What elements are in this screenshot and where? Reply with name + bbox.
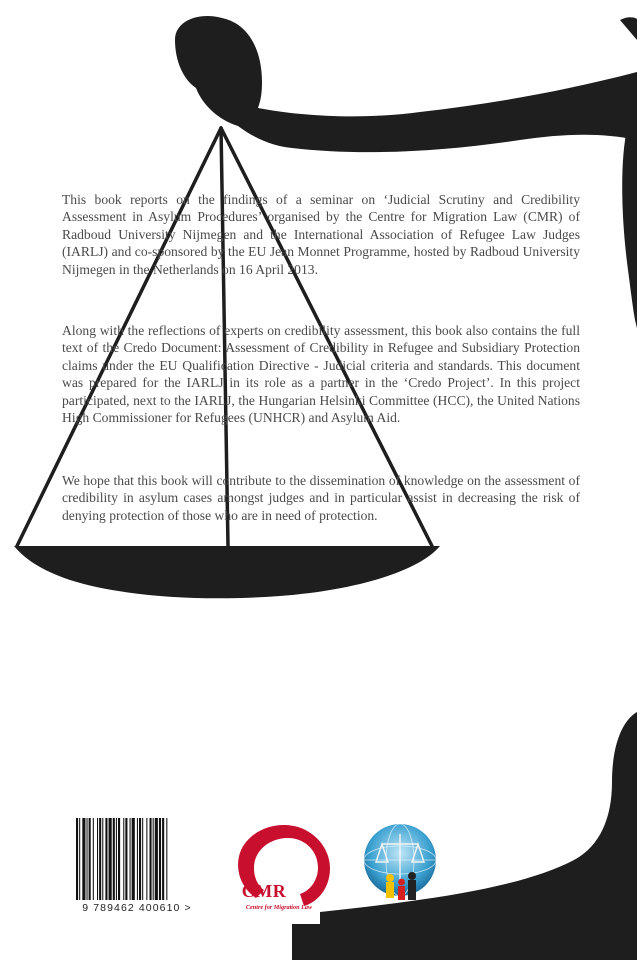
credo-paragraph: Along with the reflections of experts on credibility assessment, this book also contains the full text of the Credo Document: Assessment of Credibility in Refugee and Subsidiary Protection claims under the EU Qualification Directive - Judicial criteria and standards. This document was prepared for the IARLJ in its role as a partner in the ‘Credo Project’. In this project participated, next to the IARLJ, the Hungarian Helsinki Committee (HCC), the United Nations High Commissioner for Refugees (UNHCR) and Asylum Aid. (62, 323, 580, 426)
barcode-bar (118, 818, 120, 900)
barcode-bar (109, 818, 112, 900)
scale-stand-shape (292, 712, 637, 960)
scale-beam-shape (175, 16, 637, 152)
barcode-bar (113, 818, 115, 900)
barcode-bar (153, 818, 154, 900)
cmr-abbreviation: CMR (241, 881, 287, 901)
barcode-bar (87, 818, 88, 900)
barcode-bar (162, 818, 164, 900)
barcode-bar (97, 818, 98, 900)
closing-paragraph: We hope that this book will contribute to the dissemination of knowledge on the assessment of credibility in asylum cases amongst judges and in particular assist in decreasing the risk of denying protection of those who are in need of protection. (62, 473, 580, 523)
barcode-bar (137, 818, 138, 900)
barcode-bar (150, 818, 152, 900)
scales-globe-emblem-icon (360, 820, 440, 912)
barcode-bar (116, 818, 117, 900)
barcode-bar (105, 818, 107, 900)
isbn-barcode (70, 818, 204, 916)
barcode-bar (142, 818, 143, 900)
isbn-number: 9 789462 400610 > (82, 902, 192, 914)
barcode-bar (159, 818, 161, 900)
barcode-bar (102, 818, 103, 900)
barcode-bar (79, 818, 80, 900)
barcode-bar (155, 818, 158, 900)
intro-paragraph: This book reports on the findings of a seminar on ‘Judicial Scrutiny and Credibility Assessment in Asylum Procedures’ organised by the Centre for Migration Law (CMR) of Radboud University Nijmegen and the International Association of Refugee Law Judges (IARLJ) and co-sponsored by the EU Jean Monnet Programme, hosted by Radboud University Nijmegen in the Netherlands on 16 April 2013. (62, 192, 580, 277)
barcode-bar (139, 818, 141, 900)
barcode-bar (93, 818, 94, 900)
barcode-bar (76, 818, 78, 900)
barcode-bars (76, 818, 198, 900)
barcode-bar (123, 818, 124, 900)
cmr-full-name: Centre for Migration Law (245, 904, 313, 911)
barcode-bar (130, 818, 131, 900)
barcode-bar (146, 818, 147, 900)
barcode-bar (89, 818, 91, 900)
barcode-bar (82, 818, 85, 900)
scale-pan-shape (14, 546, 440, 598)
barcode-bar (125, 818, 127, 900)
barcode-bar (99, 818, 101, 900)
barcode-bar (166, 818, 167, 900)
barcode-bar (132, 818, 135, 900)
